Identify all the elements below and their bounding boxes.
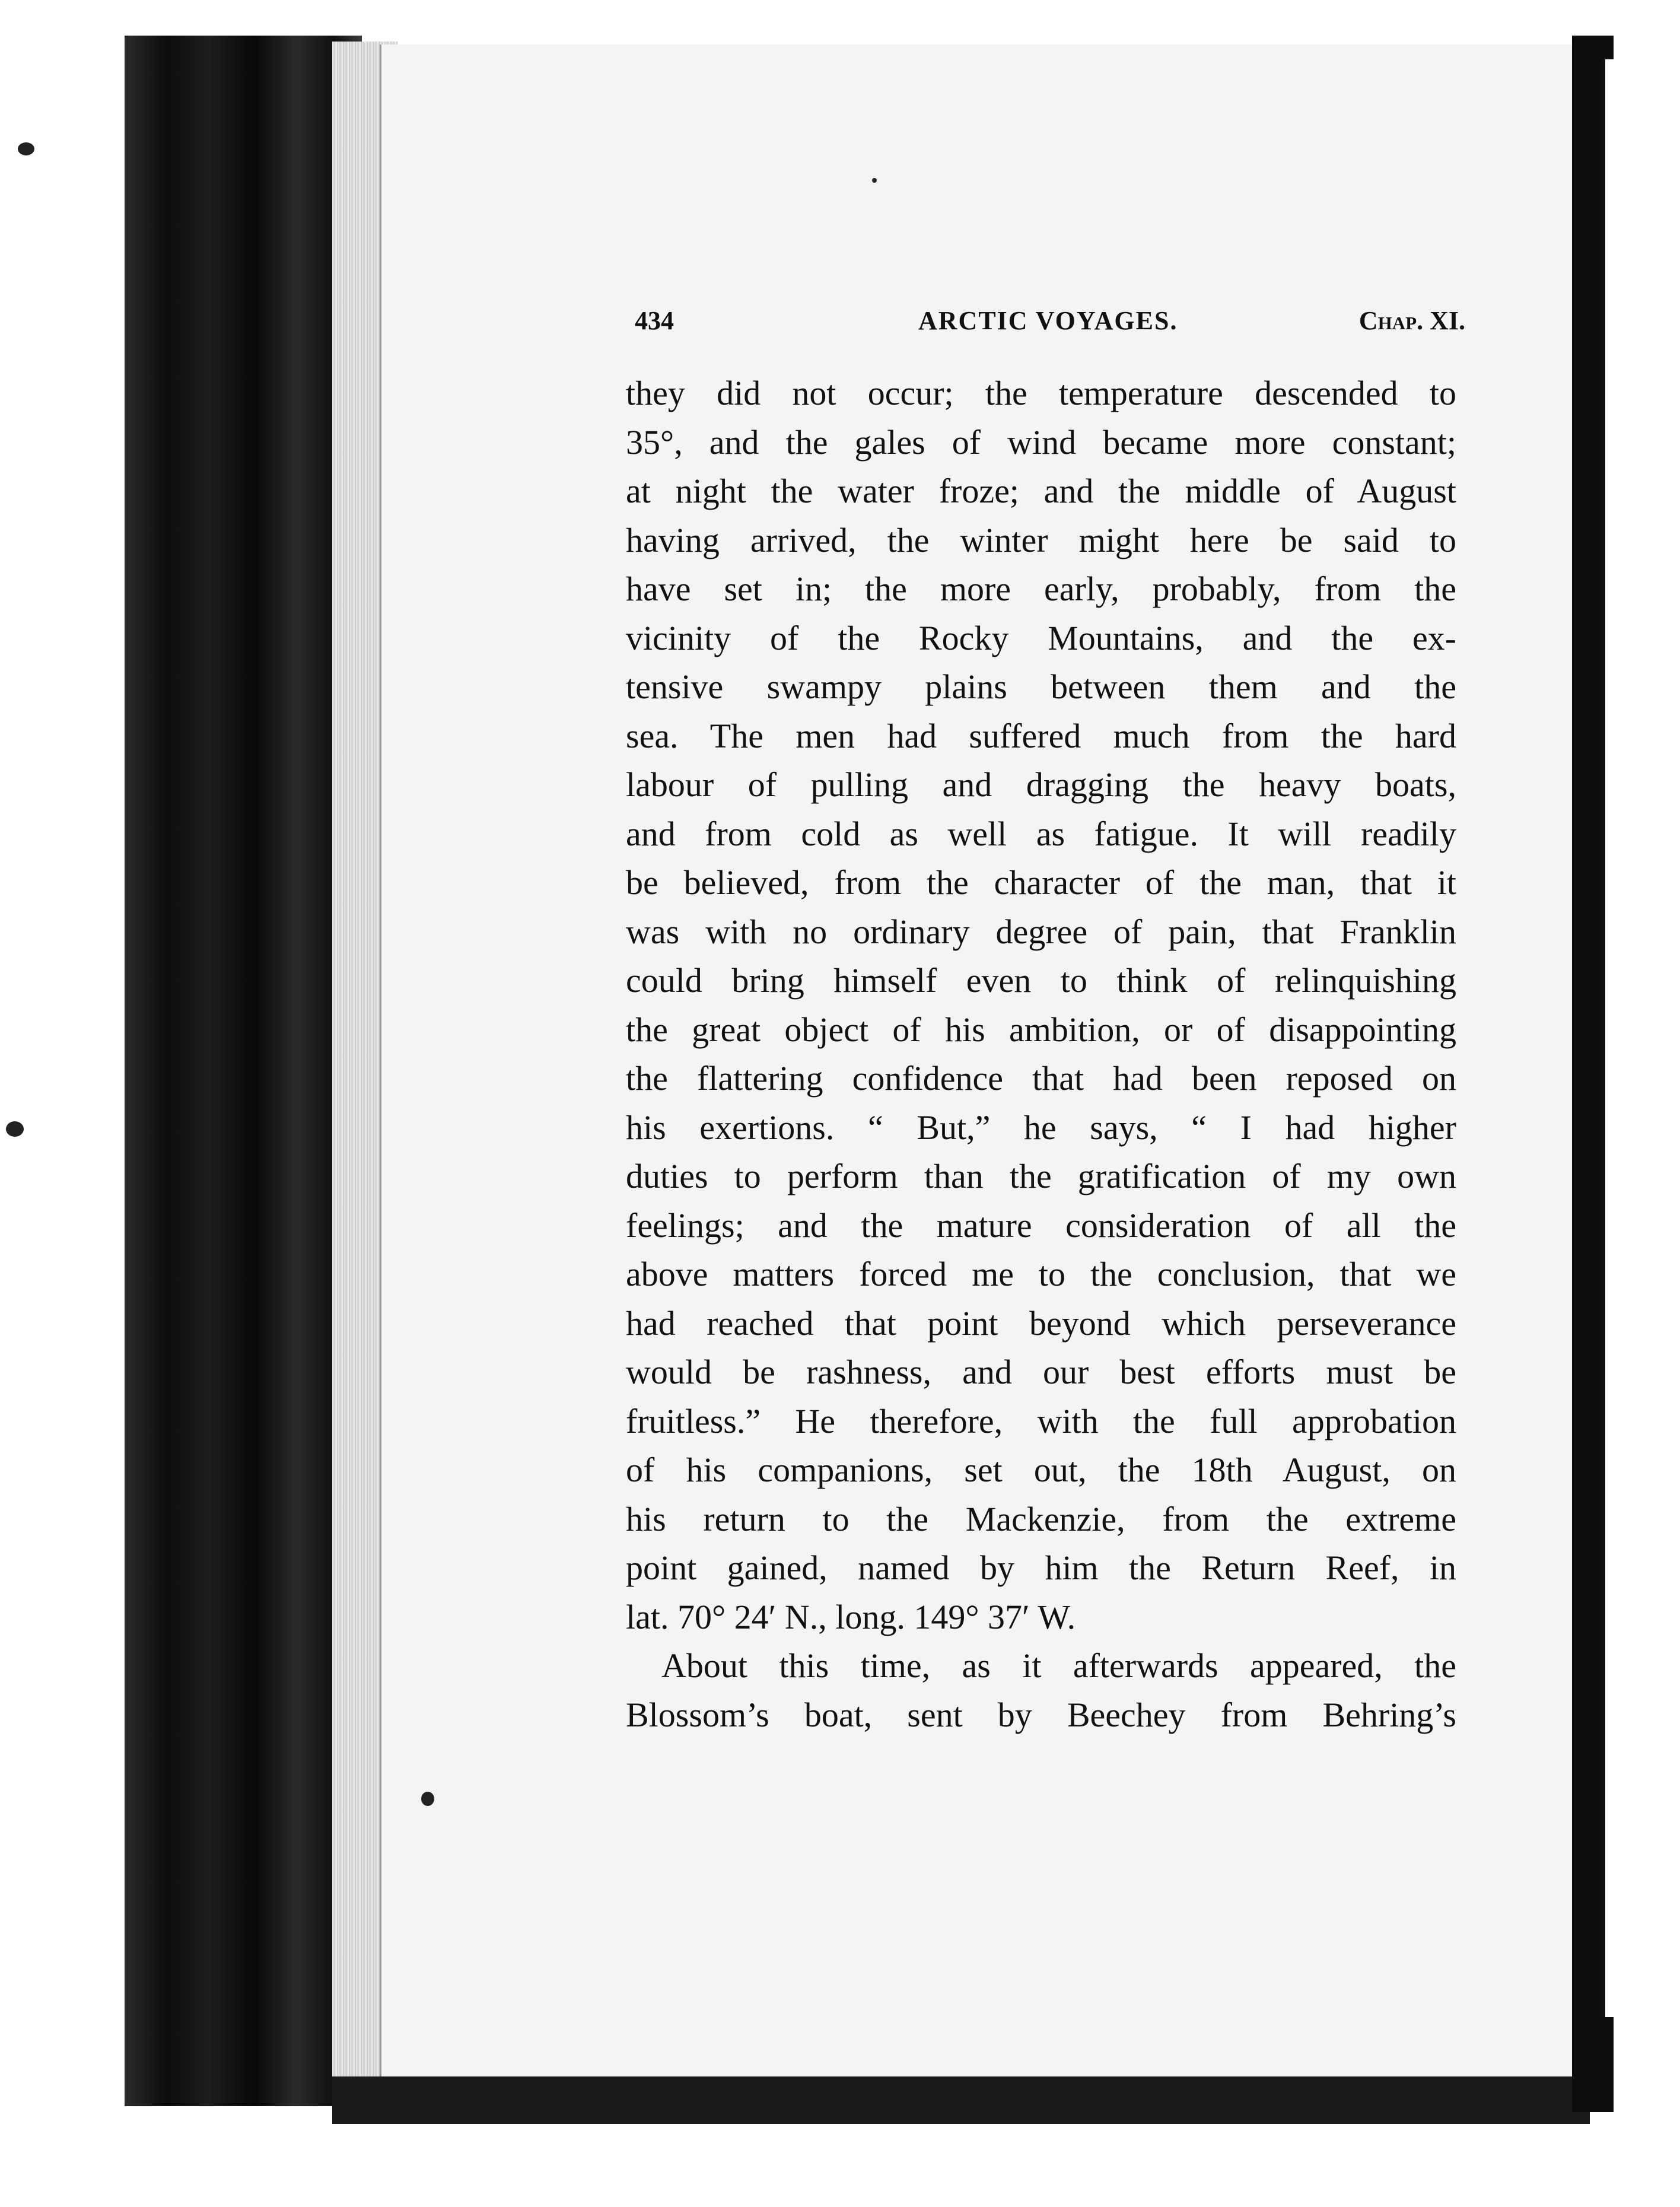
page-bottom-shadow [332,2076,1590,2124]
page-number: 434 [635,306,674,335]
running-title: ARCTIC VOYAGES. [918,306,1178,335]
text-line: the flattering confidence that had been reposed on [626,1059,1456,1098]
body-text [626,369,1456,1739]
text-line: of his companions, set out, the 18th August, on [626,1451,1456,1489]
text-line: feelings; and the mature consideration of all the [626,1206,1456,1245]
text-line: his exertions. “ But,” he says, “ I had higher [626,1108,1456,1147]
text-line: fruitless.” He therefore, with the full approbation [626,1401,1456,1440]
scan-speck [872,178,877,183]
text-line: his return to the Mackenzie, from the extreme [626,1499,1456,1538]
text-line: About this time, as it afterwards appeared, the [661,1646,1456,1685]
text-line: had reached that point beyond which perseverance [626,1303,1456,1343]
chapter-label: Chap. XI. [1358,306,1465,335]
facing-page-margin [1602,59,1680,2017]
text-line: have set in; the more early, probably, from the [626,570,1456,608]
text-line: Blossom’s boat, sent by Beechey from Behring’s [626,1695,1456,1734]
text-line: be believed, from the character of the man, that it [626,863,1456,902]
text-line: point gained, named by him the Return Reef, in [626,1548,1456,1587]
text-line: 35°, and the gales of wind became more constant; [626,422,1456,462]
text-line: labour of pulling and dragging the heavy boats, [626,765,1456,804]
text-line: sea. The men had suffered much from the hard [626,716,1456,755]
text-line: lat. 70° 24′ N., long. 149° 37′ W. [626,1597,1076,1636]
text-line: at night the water froze; and the middle of August [626,472,1456,510]
scan-speck [6,1121,24,1137]
text-line: vicinity of the Rocky Mountains, and the ex- [626,618,1456,657]
text-line: above matters forced me to the conclusion, that we [626,1255,1456,1293]
running-header [635,306,1465,341]
text-line: was with no ordinary degree of pain, that Franklin [626,912,1456,951]
text-line: having arrived, the winter might here be said to [626,520,1456,559]
scan-speck [18,142,34,155]
text-line: and from cold as well as fatigue. It will readily [626,814,1456,853]
text-line: the great object of his ambition, or of disappointing [626,1010,1456,1049]
text-line: tensive swampy plains between them and the [626,667,1456,706]
text-line: could bring himself even to think of relinquishing [626,961,1456,1000]
book-spine-edge [125,36,362,2106]
text-line: duties to perform than the gratification of my own [626,1157,1456,1195]
text-line: they did not occur; the temperature descended to [626,374,1456,412]
text-line: would be rashness, and our best efforts must be [626,1353,1456,1391]
scan-speck [421,1792,434,1806]
